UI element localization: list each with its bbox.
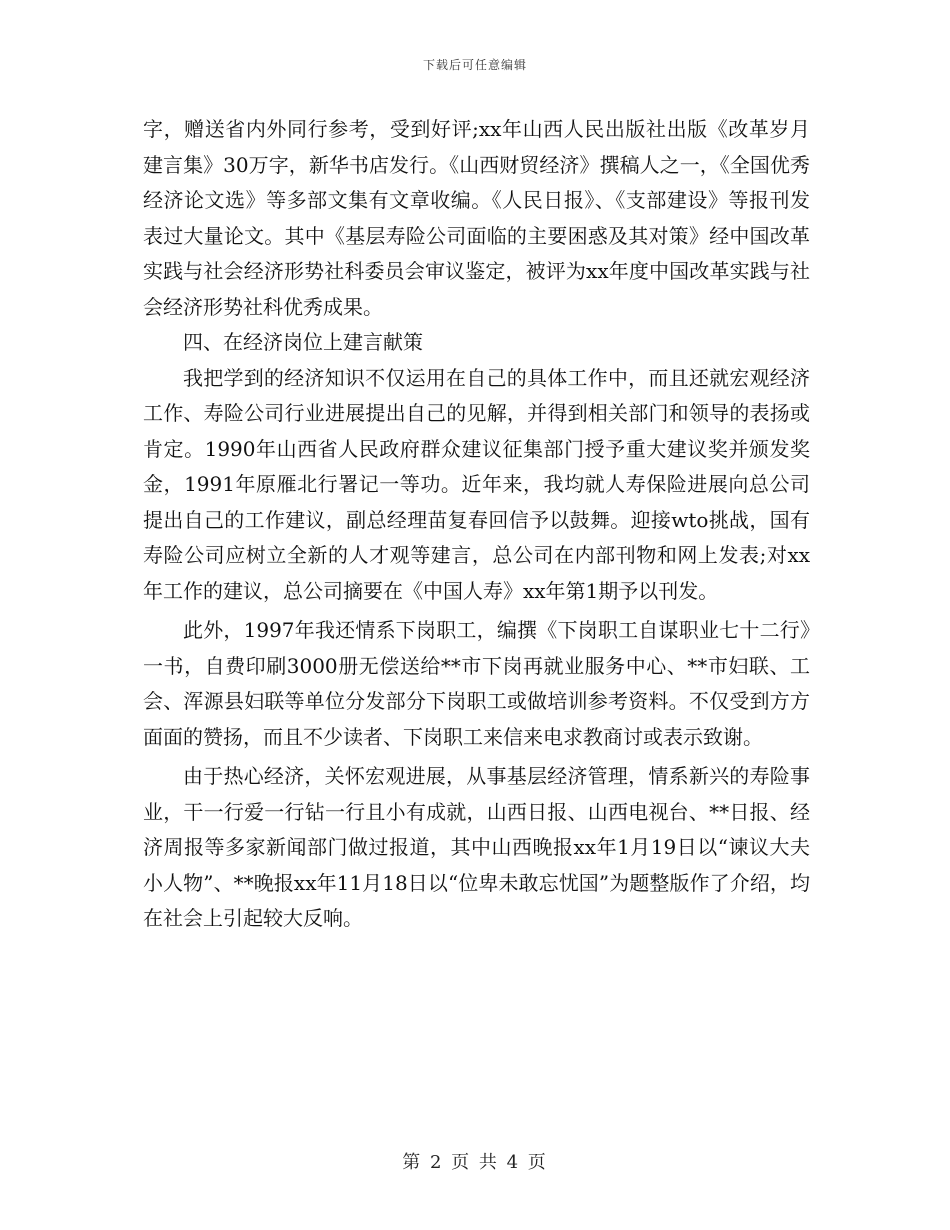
paragraph: 由于热心经济，关怀宏观进展，从事基层经济管理，情系新兴的寿险事业，干一行爱一行钻一行且小有成就，山西日报、山西电视台、**日报、经济周报等多家新闻部门做过报道，其中山西晚报xx年1月19日以“谏议大夫小人物”、**晚报xx年11月18日以“位卑未敢忘忧国”为题整版作了介绍，均在社会上引起较大反响。 [143,764,810,930]
paragraph: 此外，1997年我还情系下岗职工，编撰《下岗职工自谋职业七十二行》一书，自费印刷3000册无偿送给**市下岗再就业服务中心、**市妇联、工会、浑源县妇联等单位分发部分下岗职工或做培训参考资料。不仅受到方方面面的赞扬，而且不少读者、下岗职工来信来电求教商讨或表示致谢。 [143,618,810,749]
page-number-footer: 第 2 页 共 4 页 [402,1152,548,1173]
document-body [143,112,810,937]
page-header: 下载后可任意编辑 [422,58,527,72]
paragraph-continued: 字，赠送省内外同行参考，受到好评;xx年山西人民出版社出版《改革岁月建言集》30万字，新华书店发行。《山西财贸经济》撰稿人之一，《全国优秀经济论文选》等多部文集有文章收编。《人民日报》、《支部建设》等报刊发表过大量论文。其中《基层寿险公司面临的主要困惑及其对策》经中国改革实践与社会经济形势社科委员会审议鉴定，被评为xx年度中国改革实践与社会经济形势社科优秀成果。 [143,117,810,319]
paragraph: 我把学到的经济知识不仅运用在自己的具体工作中，而且还就宏观经济工作、寿险公司行业进展提出自己的见解，并得到相关部门和领导的表扬或肯定。1990年山西省人民政府群众建议征集部门授予重大建议奖并颁发奖金，1991年原雁北行署记一等功。近年来，我均就人寿保险进展向总公司提出自己的工作建议，副总经理苗复春回信予以鼓舞。迎接wto挑战，国有寿险公司应树立全新的人才观等建言，总公司在内部刊物和网上发表;对xx年工作的建议，总公司摘要在《中国人寿》xx年第1期予以刊发。 [143,365,810,603]
section-heading: 四、在经济岗位上建言献策 [183,330,423,354]
